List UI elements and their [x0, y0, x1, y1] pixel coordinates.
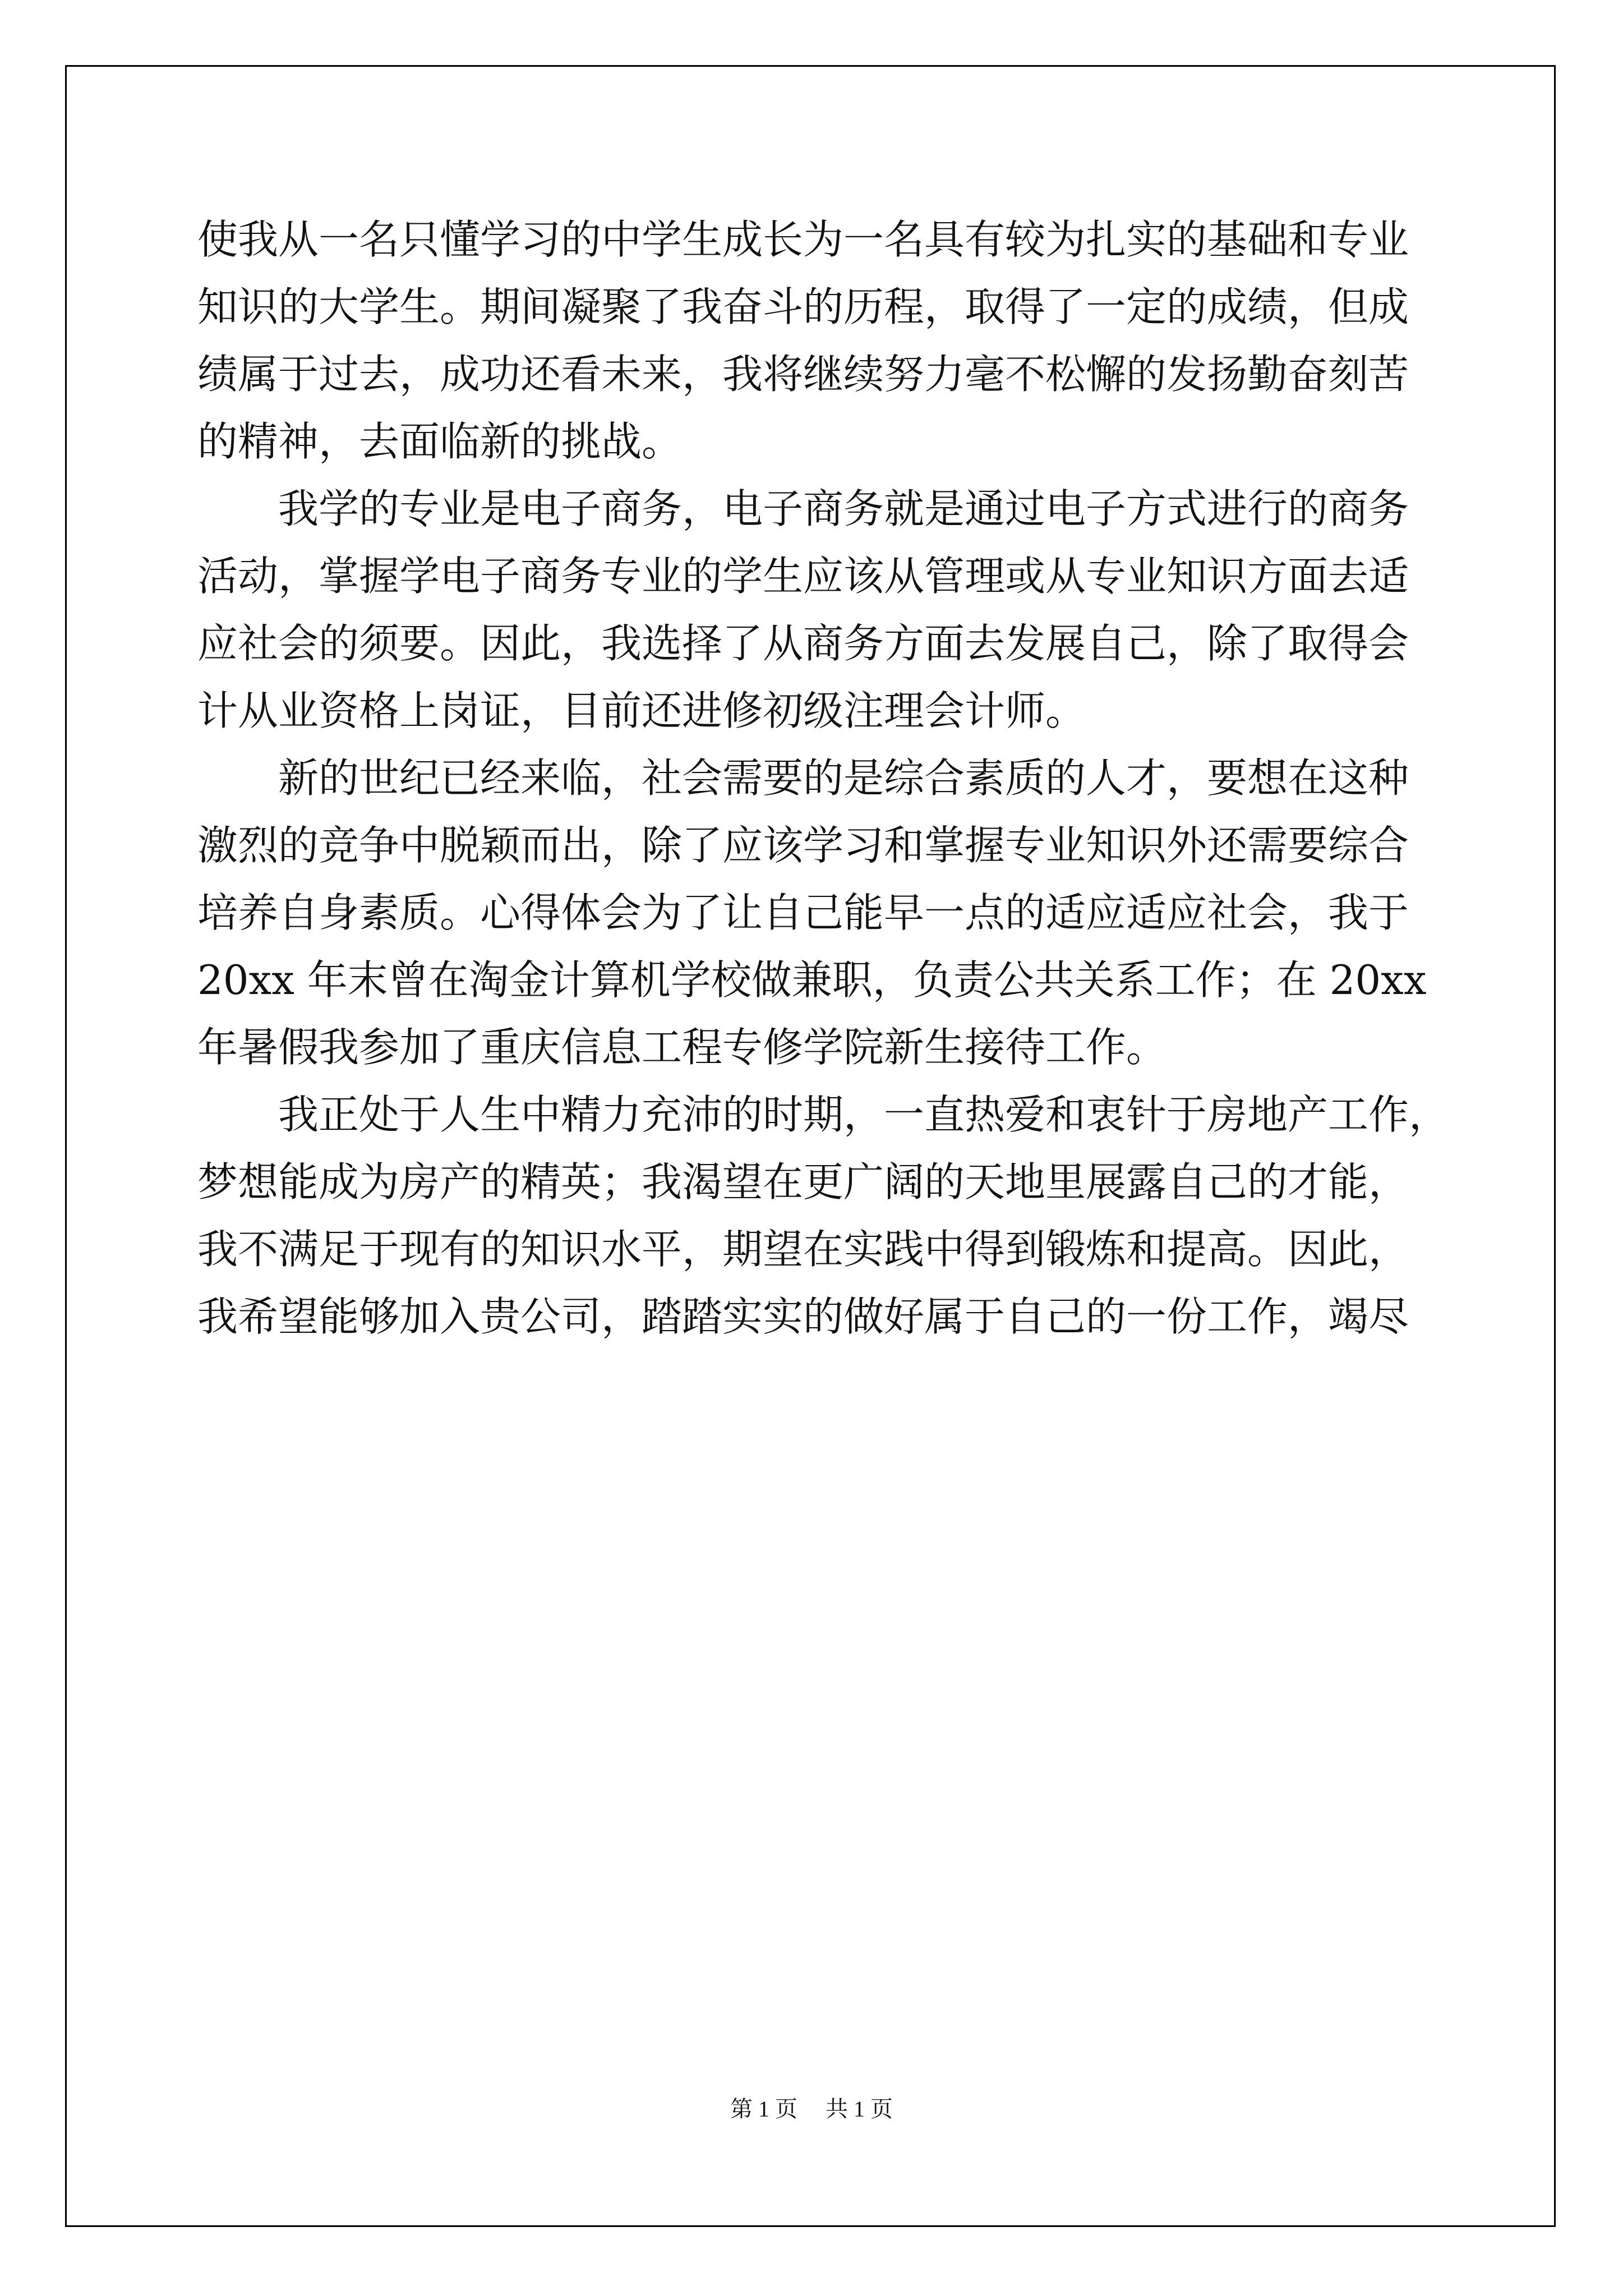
text-line: 20xx 年末曾在淘金计算机学校做兼职，负责公共关系工作；在 20xx [197, 956, 1427, 1004]
text-line: 激烈的竞争中脱颖而出，除了应该学习和掌握专业知识外还需要综合 [197, 822, 1409, 869]
text-line: 活动，掌握学电子商务专业的学生应该从管理或从专业知识方面去适 [197, 553, 1409, 600]
text-line: 我希望能够加入贵公司，踏踏实实的做好属于自己的一份工作，竭尽 [197, 1293, 1409, 1340]
text-line: 我不满足于现有的知识水平，期望在实践中得到锻炼和提高。因此， [197, 1226, 1409, 1273]
paragraph-first-line: 我正处于人生中精力充沛的时期，一直热爱和衷针于房地产工作， [278, 1091, 1450, 1138]
text-line: 培养自身素质。心得体会为了让自己能早一点的适应适应社会，我于 [197, 889, 1409, 936]
page-number-footer: 第 1 页 共 1 页 [730, 2096, 893, 2122]
text-line: 年暑假我参加了重庆信息工程专修学院新生接待工作。 [197, 1024, 1167, 1071]
text-line: 计从业资格上岗证，目前还进修初级注理会计师。 [197, 687, 1086, 734]
text-line: 应社会的须要。因此，我选择了从商务方面去发展自己，除了取得会 [197, 620, 1409, 667]
text-line: 的精神，去面临新的挑战。 [197, 418, 683, 465]
text-line: 知识的大学生。期间凝聚了我奋斗的历程，取得了一定的成绩，但成 [197, 283, 1409, 330]
text-line: 使我从一名只懂学习的中学生成长为一名具有较为扎实的基础和专业 [197, 216, 1409, 263]
text-line: 绩属于过去，成功还看未来，我将继续努力毫不松懈的发扬勤奋刻苦 [197, 351, 1409, 398]
text-line: 梦想能成为房产的精英；我渴望在更广阔的天地里展露自己的才能， [197, 1158, 1409, 1205]
paragraph-first-line: 新的世纪已经来临，社会需要的是综合素质的人才，要想在这种 [278, 754, 1409, 802]
paragraph-first-line: 我学的专业是电子商务，电子商务就是通过电子方式进行的商务 [278, 485, 1409, 532]
